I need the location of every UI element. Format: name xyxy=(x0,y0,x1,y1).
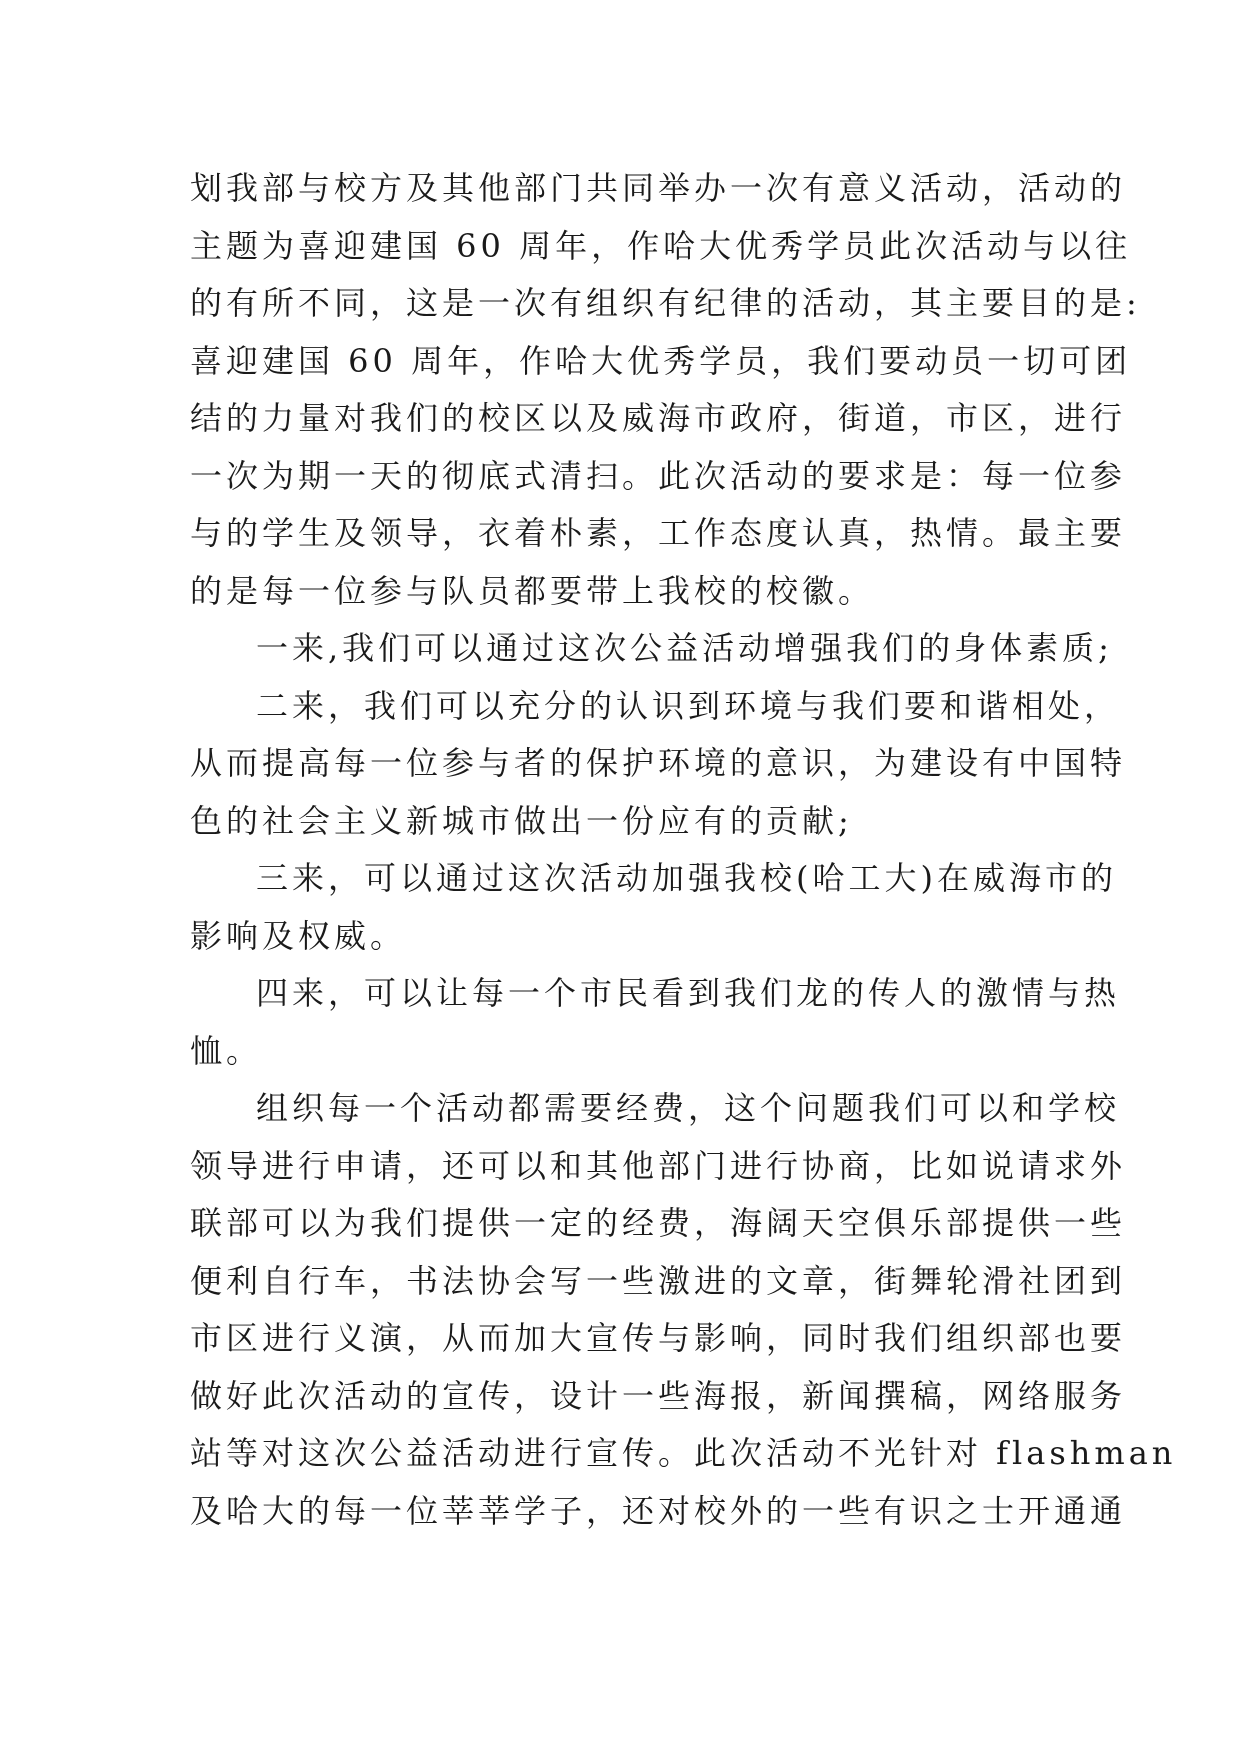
text-line: 色的社会主义新城市做出一份应有的贡献; xyxy=(190,801,853,840)
text-line: 从而提高每一位参与者的保护环境的意识，为建设有中国特 xyxy=(190,744,1127,782)
body-text xyxy=(190,160,1177,1540)
text-line: 划我部与校方及其他部门共同举办一次有意义活动，活动的 xyxy=(190,169,1127,207)
text-line: 与的学生及领导，衣着朴素，工作态度认真，热情。最主要 xyxy=(190,514,1127,552)
text-line: 站等对这次公益活动进行宣传。此次活动不光针对 flashman xyxy=(190,1434,1177,1472)
text-line: 做好此次活动的宣传，设计一些海报，新闻撰稿，网络服务 xyxy=(190,1376,1127,1415)
text-line: 领导进行申请，还可以和其他部门进行协商，比如说请求外 xyxy=(190,1146,1127,1185)
text-line: 二来，我们可以充分的认识到环境与我们要和谐相处， xyxy=(256,686,1121,725)
text-line: 四来，可以让每一个市民看到我们龙的传人的激情与热 xyxy=(256,974,1121,1012)
text-line: 结的力量对我们的校区以及威海市政府，街道，市区，进行 xyxy=(190,399,1127,437)
text-line: 便利自行车，书法协会写一些激进的文章，街舞轮滑社团到 xyxy=(190,1261,1127,1300)
text-line: 及哈大的每一位莘莘学子，还对校外的一些有识之士开通通 xyxy=(190,1491,1127,1530)
text-line: 主题为喜迎建国 60 周年，作哈大优秀学员此次活动与以往 xyxy=(190,226,1132,265)
text-line: 的有所不同，这是一次有组织有纪律的活动，其主要目的是: xyxy=(190,284,1141,322)
text-line: 联部可以为我们提供一定的经费，海阔天空俱乐部提供一些 xyxy=(190,1204,1127,1242)
text-line: 一来,我们可以通过这次公益活动增强我们的身体素质; xyxy=(256,629,1113,667)
text-line: 恤。 xyxy=(190,1031,263,1070)
text-line: 喜迎建国 60 周年，作哈大优秀学员，我们要动员一切可团 xyxy=(190,341,1132,380)
text-line: 一次为期一天的彻底式清扫。此次活动的要求是：每一位参 xyxy=(190,456,1127,495)
text-line: 的是每一位参与队员都要带上我校的校徽。 xyxy=(190,571,875,610)
text-line: 组织每一个活动都需要经费，这个问题我们可以和学校 xyxy=(256,1089,1121,1127)
text-line: 三来，可以通过这次活动加强我校(哈工大)在威海市的 xyxy=(256,859,1117,897)
text-line: 市区进行义演，从而加大宣传与影响，同时我们组织部也要 xyxy=(190,1319,1127,1357)
text-line: 影响及权威。 xyxy=(190,916,407,955)
